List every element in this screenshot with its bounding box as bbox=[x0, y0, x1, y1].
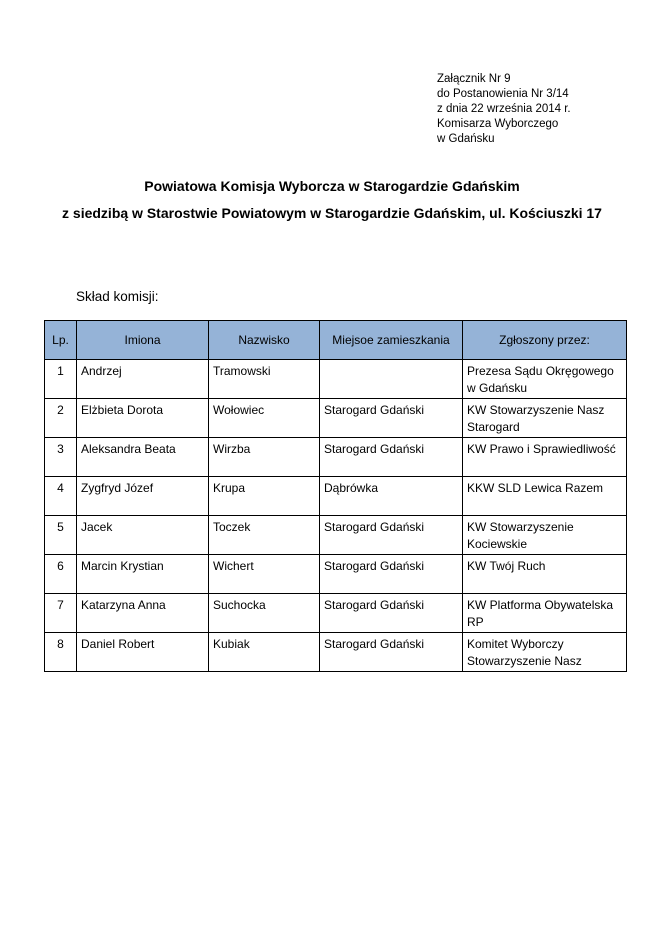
header-residence: Miejsoe zamieszkania bbox=[320, 321, 463, 360]
members-table-body bbox=[45, 360, 627, 672]
cell-surname: Kubiak bbox=[209, 633, 320, 672]
annex-line: do Postanowienia Nr 3/14 bbox=[437, 88, 569, 100]
cell-lp: 5 bbox=[45, 516, 77, 555]
cell-surname: Toczek bbox=[209, 516, 320, 555]
annex-line: Komisarza Wyborczego bbox=[437, 118, 559, 130]
cell-nominated-by bbox=[463, 477, 627, 516]
nominated-by-line: Stowarzyszenie Nasz bbox=[467, 654, 582, 668]
annex-line: Załącznik Nr 9 bbox=[437, 73, 511, 85]
cell-nominated-by bbox=[463, 399, 627, 438]
cell-surname: Wołowiec bbox=[209, 399, 320, 438]
commission-title: Powiatowa Komisja Wyborcza w Starogardzie Gdańskim bbox=[144, 178, 520, 194]
annex-reference bbox=[437, 72, 571, 147]
cell-residence: Dąbrówka bbox=[320, 477, 463, 516]
cell-residence: Starogard Gdański bbox=[320, 516, 463, 555]
cell-first-names: Andrzej bbox=[77, 360, 209, 399]
nominated-by-line: Starogard bbox=[467, 420, 520, 434]
cell-first-names: Elżbieta Dorota bbox=[77, 399, 209, 438]
cell-first-names: Aleksandra Beata bbox=[77, 438, 209, 477]
header-surname: Nazwisko bbox=[209, 321, 320, 360]
cell-first-names: Katarzyna Anna bbox=[77, 594, 209, 633]
cell-first-names: Zygfryd Józef bbox=[77, 477, 209, 516]
cell-lp: 2 bbox=[45, 399, 77, 438]
nominated-by-line: KW Stowarzyszenie Nasz bbox=[467, 403, 605, 417]
cell-surname: Wirzba bbox=[209, 438, 320, 477]
table-row bbox=[45, 399, 627, 438]
section-label: Skład komisji: bbox=[76, 289, 159, 304]
members-table bbox=[44, 320, 627, 672]
cell-first-names: Daniel Robert bbox=[77, 633, 209, 672]
nominated-by-line: Kociewskie bbox=[467, 537, 528, 551]
nominated-by-line: KKW SLD Lewica Razem bbox=[467, 481, 604, 495]
nominated-by-line: KW Platforma Obywatelska RP bbox=[467, 598, 614, 629]
cell-lp: 3 bbox=[45, 438, 77, 477]
table-header-row bbox=[45, 321, 627, 360]
nominated-by-line: Prezesa Sądu Okręgowego bbox=[467, 364, 614, 378]
header-first-names: Imiona bbox=[77, 321, 209, 360]
cell-lp: 7 bbox=[45, 594, 77, 633]
nominated-by-line: KW Twój Ruch bbox=[467, 559, 546, 573]
cell-nominated-by bbox=[463, 516, 627, 555]
cell-first-names: Marcin Krystian bbox=[77, 555, 209, 594]
header-lp: Lp. bbox=[45, 321, 77, 360]
cell-residence: Starogard Gdański bbox=[320, 633, 463, 672]
nominated-by-line: KW Stowarzyszenie bbox=[467, 520, 574, 534]
cell-surname: Krupa bbox=[209, 477, 320, 516]
cell-lp: 6 bbox=[45, 555, 77, 594]
table-row bbox=[45, 633, 627, 672]
table-row bbox=[45, 555, 627, 594]
cell-residence: Starogard Gdański bbox=[320, 438, 463, 477]
table-row bbox=[45, 594, 627, 633]
table-row bbox=[45, 438, 627, 477]
cell-residence bbox=[320, 360, 463, 399]
nominated-by-line: KW Prawo i Sprawiedliwość bbox=[467, 442, 616, 456]
table-row bbox=[45, 516, 627, 555]
cell-nominated-by bbox=[463, 633, 627, 672]
cell-nominated-by bbox=[463, 555, 627, 594]
cell-residence: Starogard Gdański bbox=[320, 555, 463, 594]
header-nominated-by: Zgłoszony przez: bbox=[463, 321, 627, 360]
cell-residence: Starogard Gdański bbox=[320, 594, 463, 633]
table-row bbox=[45, 360, 627, 399]
annex-line: z dnia 22 września 2014 r. bbox=[437, 103, 571, 115]
cell-first-names: Jacek bbox=[77, 516, 209, 555]
nominated-by-line: w Gdańsku bbox=[467, 381, 528, 395]
commission-address: z siedzibą w Starostwie Powiatowym w Starogardzie Gdańskim, ul. Kościuszki 17 bbox=[62, 205, 602, 221]
cell-lp: 4 bbox=[45, 477, 77, 516]
cell-surname: Wichert bbox=[209, 555, 320, 594]
cell-surname: Suchocka bbox=[209, 594, 320, 633]
cell-nominated-by bbox=[463, 594, 627, 633]
annex-line: w Gdańsku bbox=[437, 133, 495, 145]
cell-residence: Starogard Gdański bbox=[320, 399, 463, 438]
cell-lp: 1 bbox=[45, 360, 77, 399]
cell-lp: 8 bbox=[45, 633, 77, 672]
table-row bbox=[45, 477, 627, 516]
cell-nominated-by bbox=[463, 360, 627, 399]
cell-nominated-by bbox=[463, 438, 627, 477]
nominated-by-line: Komitet Wyborczy bbox=[467, 637, 564, 651]
cell-surname: Tramowski bbox=[209, 360, 320, 399]
